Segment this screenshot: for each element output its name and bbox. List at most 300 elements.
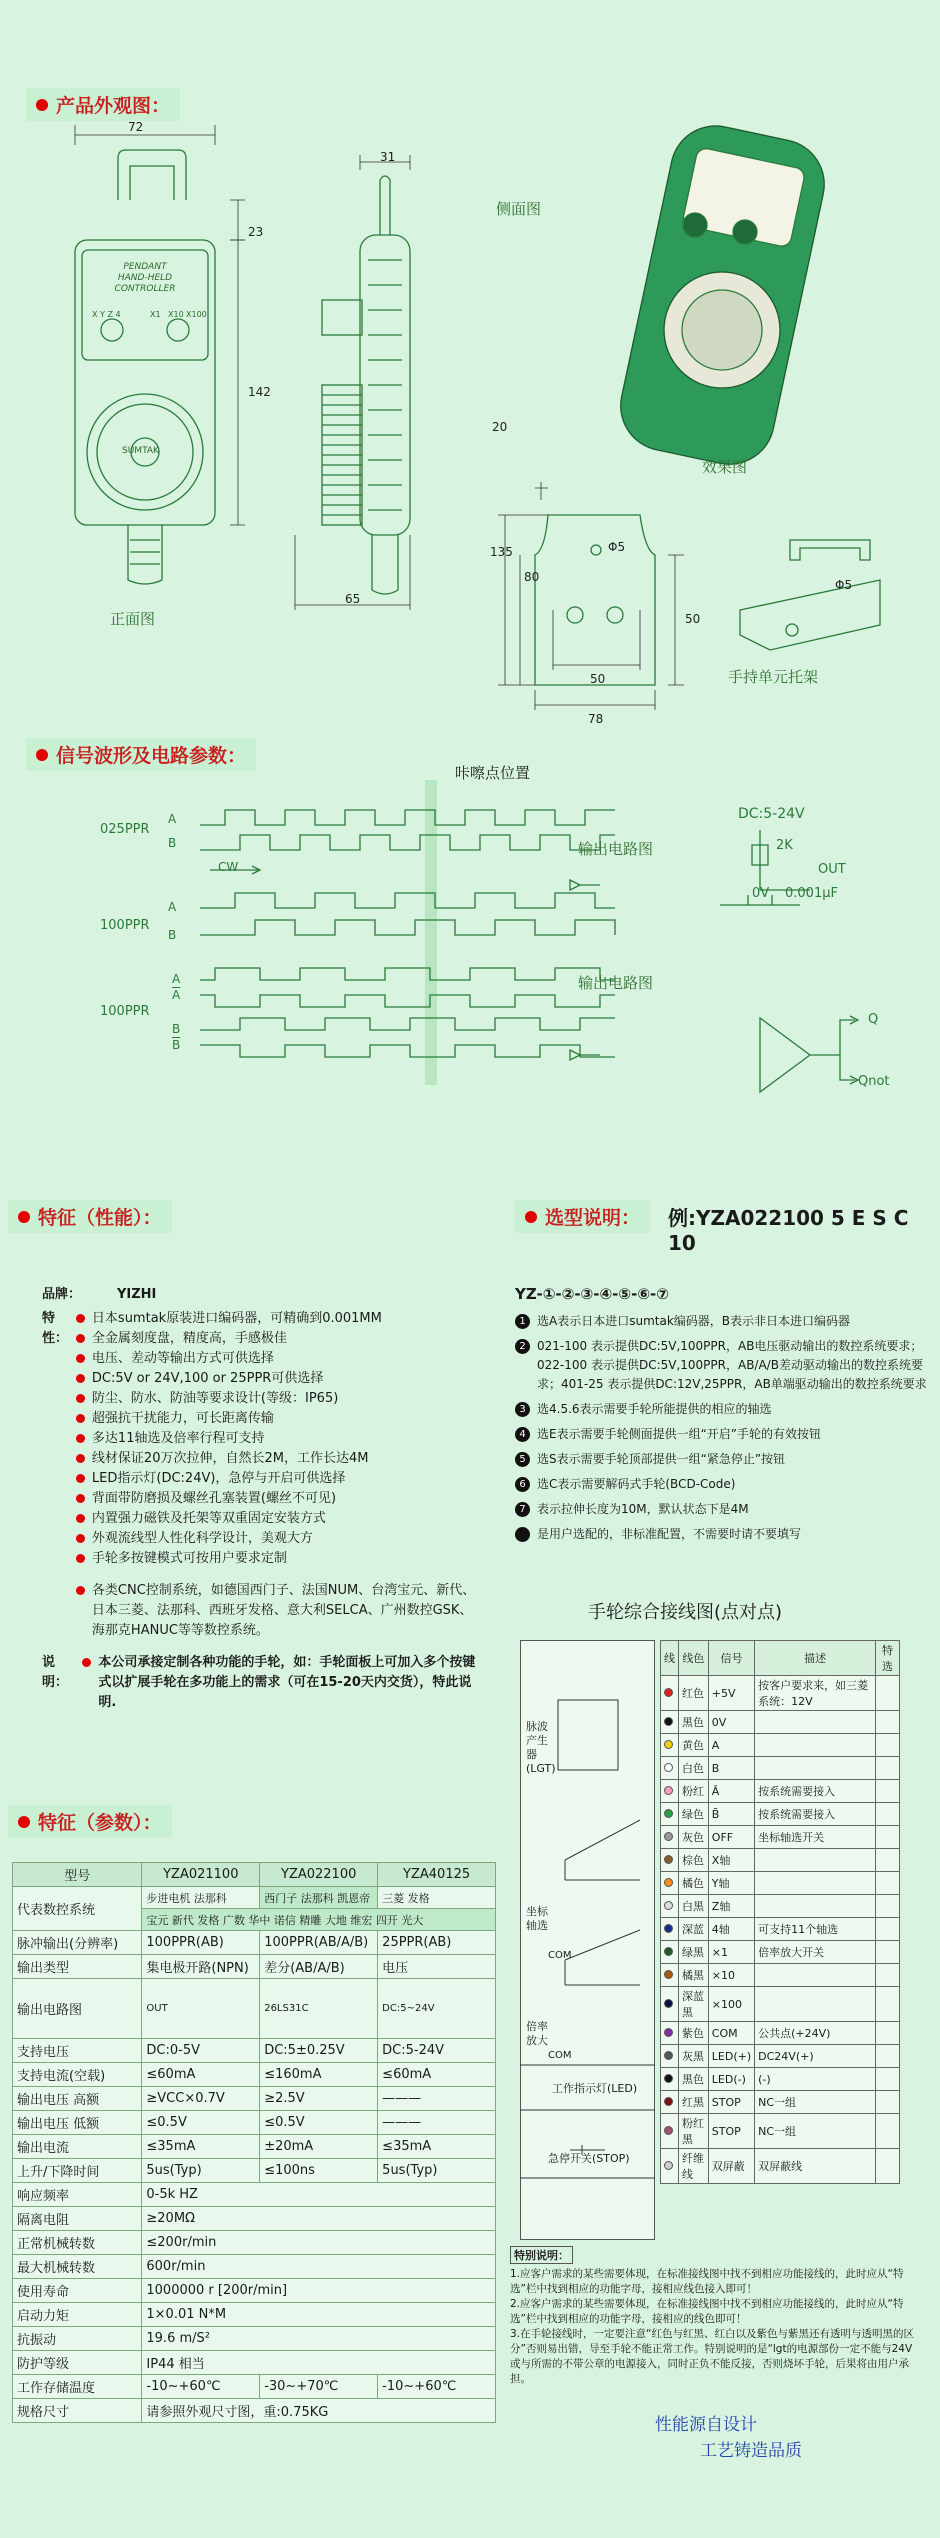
sig-b2: B [168, 928, 177, 942]
circuit-cap: 0.001μF [785, 886, 838, 901]
wire-swatch [661, 1826, 679, 1849]
wire-color-icon [664, 1688, 673, 1697]
wiring-body [661, 1676, 900, 2184]
wire-cell [876, 1757, 900, 1780]
select-text: 选C表示需要解码式手轮(BCD-Code) [537, 1477, 736, 1491]
feature-item: 各类CNC控制系统，如德国西门子、法国NUM、台湾宝元、新代、日本三菱、法那科、西班牙发格、意大利SELCA、广州数控GSK、海那克HANUC等等数控系统。 [74, 1581, 482, 1641]
wire-cell: 倍率放大开关 [755, 1941, 876, 1964]
spec-cell: IP44 相当 [142, 2351, 496, 2375]
spec-row [13, 2231, 496, 2255]
sig-b1: B [168, 836, 177, 850]
feature-item: 多达11轴选及倍率行程可支持 [74, 1429, 482, 1449]
spec-row [13, 1979, 496, 2039]
wire-color-icon [664, 1717, 673, 1726]
wiring-row [661, 1803, 900, 1826]
dim-br-h2: 80 [524, 570, 540, 584]
wire-swatch [661, 1780, 679, 1803]
wiring-row [661, 1849, 900, 1872]
spec-sys-row [13, 1887, 496, 1909]
sys-name: 发格 [407, 1891, 430, 1905]
wiring-row [661, 2091, 900, 2114]
section-title-text: 选型说明： [545, 1207, 641, 1229]
com-label-2: COM [548, 2050, 572, 2061]
select-code: YZ-①-②-③-④-⑤-⑥-⑦ [515, 1285, 669, 1303]
wire-cell: ×100 [708, 1987, 754, 2022]
wire-cell [755, 1711, 876, 1734]
wh-color: 线色 [679, 1641, 709, 1676]
wire-cell [876, 1780, 900, 1803]
section-signal-title [26, 738, 256, 771]
feature-item: 线材保证20万次拉伸，自然长2M，工作长达4M [74, 1449, 482, 1469]
out-circuit-label-1: 输出电路图 [578, 840, 654, 858]
spec-cell: 抗振动 [13, 2327, 142, 2351]
wiring-row [661, 1826, 900, 1849]
wire-cell [876, 1941, 900, 1964]
bracket-label: 手持单元托架 [728, 668, 819, 686]
wire-swatch [661, 1734, 679, 1757]
select-text: 是用户选配的，非标准配置，不需要时请不要填写 [537, 1527, 802, 1541]
wire-cell: 白色 [679, 1757, 709, 1780]
wire-cell: 坐标轴选开关 [755, 1826, 876, 1849]
spec-sys-2 [260, 1887, 378, 1909]
spec-cell: 0-5k HZ [142, 2183, 496, 2207]
wire-cell: 灰黑 [679, 2045, 709, 2068]
wire-cell [876, 2149, 900, 2184]
wire-cell: 橘色 [679, 1872, 709, 1895]
spec-row [13, 2279, 496, 2303]
spec-cell: ±20mA [260, 2135, 378, 2159]
spec-cell: 100PPR(AB) [142, 1931, 260, 1955]
spec-row [13, 2063, 496, 2087]
feature-item: 内置强力磁铁及托架等双重固定安装方式 [74, 1509, 482, 1529]
wiring-row [661, 2068, 900, 2091]
spec-row [13, 2159, 496, 2183]
wire-swatch [661, 1987, 679, 2022]
wiring-note: 3.在手轮接线时，一定要注意“红色与红黑、红白以及紫色与紫黑还有透明与透明黑的区分”否则易出错，导至手轮不能正常工作。特别说明的是“lgt的电源部份一定不能与24V或与所需的不带公章的电源接入，同时正负不能反接，否则烧坏手轮，后果将由用户承担。 [510, 2328, 914, 2385]
spec-row [13, 2111, 496, 2135]
device-text-l3: CONTROLLER [114, 284, 176, 294]
wire-cell: 红色 [679, 1676, 709, 1711]
wire-cell [876, 1964, 900, 1987]
spec-cell: 集电极开路(NPN) [142, 1955, 260, 1979]
wire-swatch [661, 1676, 679, 1711]
section-select-title [515, 1200, 650, 1233]
sig-a3: A [172, 972, 181, 986]
bullet-icon [18, 1816, 30, 1828]
slogan-2: 工艺铸造品质 [700, 2441, 802, 2461]
circuit-0v: 0V [752, 886, 770, 901]
wire-cell: OFF [708, 1826, 754, 1849]
spec-cell: 输出电压 低额 [13, 2111, 142, 2135]
device-text-l2: HAND-HELD [117, 273, 173, 283]
wire-cell: Y轴 [708, 1872, 754, 1895]
wire-swatch [661, 2091, 679, 2114]
brand-key [42, 1285, 117, 1305]
select-item [515, 1525, 935, 1544]
wire-cell [755, 1757, 876, 1780]
wire-cell: B [708, 1757, 754, 1780]
wire-cell [876, 1711, 900, 1734]
wire-swatch [661, 1872, 679, 1895]
wire-cell: STOP [708, 2091, 754, 2114]
wire-cell [876, 1734, 900, 1757]
note-key: 说明： [42, 1655, 69, 1690]
wire-color-icon [664, 2051, 673, 2060]
front-view-label: 正面图 [110, 610, 156, 628]
wire-cell: Ā [708, 1780, 754, 1803]
section-title-text: 产品外观图： [56, 95, 171, 117]
spec-cell: ——— [378, 2087, 496, 2111]
wire-color-icon [664, 1999, 673, 2008]
group-name: 脉波产生器 [526, 1720, 548, 1761]
ppr-100a: 100PPR [100, 918, 150, 933]
spec-cell: 输出电路图 [13, 1979, 142, 2039]
click-position-label: 咔嚓点位置 [455, 764, 531, 782]
device-axis: X Y Z 4 [92, 310, 121, 319]
spec-table [12, 1862, 496, 2423]
wire-cell [876, 2068, 900, 2091]
wire-cell: 0V [708, 1711, 754, 1734]
num-badge: 2 [515, 1339, 530, 1354]
sys-name: 凯恩帝 [337, 1891, 371, 1905]
wire-cell [876, 1918, 900, 1941]
spec-cell: 600r/min [142, 2255, 496, 2279]
wire-color-icon [664, 2161, 673, 2170]
spec-row [13, 2039, 496, 2063]
select-text: 选4.5.6表示需要手轮所能提供的相应的轴选 [537, 1402, 772, 1416]
spec-cell: ≤200r/min [142, 2231, 496, 2255]
select-item [515, 1400, 935, 1419]
spec-cell: ≤100ns [260, 2159, 378, 2183]
spec-cell: 支持电流(空载) [13, 2063, 142, 2087]
circuit-qnot: Qnot [858, 1074, 890, 1089]
wire-cell [876, 1895, 900, 1918]
brand-row [42, 1285, 482, 1305]
wire-swatch [661, 1757, 679, 1780]
spec-sys-key: 代表数控系统 [13, 1887, 142, 1931]
wire-swatch [661, 1803, 679, 1826]
wire-cell: 黑色 [679, 2068, 709, 2091]
wh-line: 线 [661, 1641, 679, 1676]
wiring-row [661, 1872, 900, 1895]
wire-color-icon [664, 2097, 673, 2106]
circuit-out: OUT [818, 862, 846, 877]
wire-cell [876, 1849, 900, 1872]
wire-color-icon [664, 1878, 673, 1887]
wire-swatch [661, 1964, 679, 1987]
wire-cell: 红黑 [679, 2091, 709, 2114]
wire-cell: 黑色 [679, 1711, 709, 1734]
props-row [42, 1309, 482, 1641]
group-sub: (LGT) [526, 1762, 556, 1775]
wiring-row [661, 1895, 900, 1918]
wire-cell: A [708, 1734, 754, 1757]
wire-cell: 双屏蔽线 [755, 2149, 876, 2184]
spec-row [13, 2399, 496, 2423]
select-item [515, 1450, 935, 1469]
wire-cell: 4轴 [708, 1918, 754, 1941]
wire-cell: 纤维线 [679, 2149, 709, 2184]
wiring-row [661, 1757, 900, 1780]
wiring-row [661, 2045, 900, 2068]
wiring-row [661, 2149, 900, 2184]
brand-key-a: 品 [42, 1287, 56, 1302]
out-circuit-label-2: 输出电路图 [578, 974, 654, 992]
wire-color-icon [664, 1786, 673, 1795]
spec-cell: 输出类型 [13, 1955, 142, 1979]
wire-cell: LED(-) [708, 2068, 754, 2091]
device-x10: X10 [168, 310, 184, 319]
wire-swatch [661, 2045, 679, 2068]
device-x1: X1 [150, 310, 161, 319]
wiring-row [661, 1987, 900, 2022]
spec-cell: ≥20MΩ [142, 2207, 496, 2231]
wire-color-icon [664, 2028, 673, 2037]
wire-cell: 按系统需要接入 [755, 1803, 876, 1826]
spec-cell [378, 1979, 496, 2039]
spec-cell: 5us(Typ) [378, 2159, 496, 2183]
sig-abar: $\overline{A}$ [172, 988, 181, 1002]
feature-item: 防尘、防水、防油等要求设计(等级：IP65) [74, 1389, 482, 1409]
wiring-row [661, 1780, 900, 1803]
spec-cell: ≤160mA [260, 2063, 378, 2087]
sys-name: 法那科 [193, 1891, 227, 1905]
wire-cell [876, 1872, 900, 1895]
section-spec-title [8, 1805, 172, 1838]
select-text: 选S表示需要手轮顶部提供一组“紧急停止”按钮 [537, 1452, 786, 1466]
wire-swatch [661, 1941, 679, 1964]
spec-circuit-label: DC:5~24V [382, 2003, 435, 2014]
wire-cell [755, 1987, 876, 2022]
wiring-row [661, 2114, 900, 2149]
spec-cell: 差分(AB/A/B) [260, 1955, 378, 1979]
sys-name: 西门子 [264, 1891, 298, 1905]
spec-cell: 脉冲输出(分辨率) [13, 1931, 142, 1955]
wiring-row [661, 1941, 900, 1964]
spec-cell: 支持电压 [13, 2039, 142, 2063]
num-badge: 3 [515, 1402, 530, 1417]
wiring-note-title: 特别说明： [510, 2246, 573, 2264]
wire-cell [755, 1849, 876, 1872]
wire-swatch [661, 1849, 679, 1872]
note-value: 本公司承接定制各种功能的手轮，如：手轮面板上可加入多个按键式以扩展手轮在多功能上的需求（可在15-20天内交货），特此说明. [80, 1653, 482, 1713]
spec-row [13, 2183, 496, 2207]
select-block [515, 1285, 935, 1544]
wire-color-icon [664, 1901, 673, 1910]
spec-row [13, 2351, 496, 2375]
device-brand: SUMTAK [122, 446, 159, 456]
select-example: 例:YZA022100 5 E S C 10 [668, 1206, 909, 1255]
dim-depth: 31 [380, 150, 396, 164]
wire-color-icon [664, 1740, 673, 1749]
select-text: 选E表示需要手轮侧面提供一组“开启”手轮的有效按钮 [537, 1427, 822, 1441]
wiring-row [661, 1964, 900, 1987]
select-text: 021-100 表示提供DC:5V,100PPR，AB电压驱动输出的数控系统要求；022-100 表示提供DC:5V,100PPR，AB/A/B差动驱动输出的数控系统要求；401-25 表示提供DC:12V,25PPR，AB单端驱动输出的数控系统要求 [537, 1339, 927, 1391]
select-text: 表示拉伸长度为10M，默认状态下是4M [537, 1502, 749, 1516]
bullet-icon [36, 749, 48, 761]
brand-key-b: 牌： [55, 1287, 82, 1302]
spec-row [13, 2207, 496, 2231]
feature-item: 背面带防磨损及螺丝孔塞装置(螺丝不可见) [74, 1489, 482, 1509]
wire-cell: 橘黑 [679, 1964, 709, 1987]
side-view-label: 侧面图 [496, 200, 542, 218]
wire-cell: Z轴 [708, 1895, 754, 1918]
spec-row [13, 1931, 496, 1955]
spec-cell: 输出电压 高额 [13, 2087, 142, 2111]
spec-model-row [13, 1863, 496, 1887]
wire-cell: 灰色 [679, 1826, 709, 1849]
sig-bbar: $\overline{B}$ [172, 1038, 181, 1052]
spec-cell: 电压 [378, 1955, 496, 1979]
spec-cell: 防护等级 [13, 2351, 142, 2375]
wire-color-icon [664, 1832, 673, 1841]
wire-cell: B̄ [708, 1803, 754, 1826]
spec-model: YZA40125 [378, 1863, 496, 1887]
note-row [42, 1653, 482, 1713]
wire-cell: 双屏蔽 [708, 2149, 754, 2184]
wire-color-icon [664, 1924, 673, 1933]
feature-item: 日本sumtak原装进口编码器，可精确到0.001MM [74, 1309, 482, 1329]
wire-cell [755, 1734, 876, 1757]
circuit-q: Q [868, 1012, 879, 1027]
dim-top: 23 [248, 225, 264, 239]
wire-cell: 深蓝黑 [679, 1987, 709, 2022]
appearance-drawing [0, 110, 940, 730]
spec-model: YZA022100 [260, 1863, 378, 1887]
wiring-table-wrap [660, 1640, 900, 2184]
feature-item: 外观流线型人性化科学设计，美观大方 [74, 1529, 482, 1549]
select-item [515, 1475, 935, 1494]
spec-cell: 规格尺寸 [13, 2399, 142, 2423]
circuit-r: 2K [776, 838, 793, 853]
wire-swatch [661, 2022, 679, 2045]
num-badge [515, 1527, 530, 1542]
feature-item: LED指示灯(DC:24V)，急停与开启可供选择 [74, 1469, 482, 1489]
wiring-header-row [661, 1641, 900, 1676]
features-block [42, 1285, 482, 1713]
wiring-row [661, 1918, 900, 1941]
dim-br-w: 20 [492, 420, 508, 434]
spec-cell: 1000000 r [200r/min] [142, 2279, 496, 2303]
spec-row [13, 2303, 496, 2327]
circuit-dc: DC:5-24V [738, 806, 805, 822]
spec-cell: DC:0-5V [142, 2039, 260, 2063]
num-badge: 5 [515, 1452, 530, 1467]
wire-cell [755, 1895, 876, 1918]
wire-color-icon [664, 2126, 673, 2135]
wire-cell [876, 1803, 900, 1826]
wire-color-icon [664, 1855, 673, 1864]
wire-cell: 绿黑 [679, 1941, 709, 1964]
spec-row [13, 2327, 496, 2351]
feature-item: 电压、差动等输出方式可供选择 [74, 1349, 482, 1369]
dim-width: 72 [128, 120, 144, 134]
section-title-text: 特征（参数）： [38, 1812, 162, 1834]
spec-cell: 请参照外观尺寸图，重:0.75KG [142, 2399, 496, 2423]
spec-cell: 隔离电阻 [13, 2207, 142, 2231]
sig-a2: A [168, 900, 177, 914]
spec-cell: ≤60mA [142, 2063, 260, 2087]
wire-cell: LED(+) [708, 2045, 754, 2068]
com-label-1: COM [548, 1950, 572, 1961]
wire-color-icon [664, 1947, 673, 1956]
sys-name: 步进电机 [146, 1891, 191, 1905]
bullet-icon [18, 1211, 30, 1223]
wire-swatch [661, 2149, 679, 2184]
wiring-row [661, 1734, 900, 1757]
sig-a1: A [168, 812, 177, 826]
wire-color-icon [664, 2074, 673, 2083]
wire-cell: 可支持11个轴选 [755, 1918, 876, 1941]
spec-cell: -30~+70℃ [260, 2375, 378, 2399]
wire-cell: 深蓝 [679, 1918, 709, 1941]
sys-name: 三菱 [382, 1891, 405, 1905]
wire-color-icon [664, 1809, 673, 1818]
select-item [515, 1312, 935, 1331]
dim-br-gap: 50 [590, 672, 606, 686]
wire-swatch [661, 2068, 679, 2091]
feature-item: 手轮多按键模式可按用户要求定制 [74, 1549, 482, 1569]
spec-circuit-label: 26LS31C [264, 2003, 309, 2014]
spec-cell: 上升/下降时间 [13, 2159, 142, 2183]
wire-swatch [661, 1918, 679, 1941]
wire-cell: 粉红 [679, 1780, 709, 1803]
spec-circuit-label: OUT [146, 2003, 168, 2014]
bullet-icon [525, 1211, 537, 1223]
spec-row [13, 2087, 496, 2111]
dim-br-hole: Φ5 [608, 540, 626, 554]
wire-cell: 公共点(+24V) [755, 2022, 876, 2045]
wire-cell: ×10 [708, 1964, 754, 1987]
wiring-switch-drawings [520, 1640, 660, 2240]
wire-cell: 绿色 [679, 1803, 709, 1826]
num-badge: 4 [515, 1427, 530, 1442]
sys-name: 法那科 [300, 1891, 334, 1905]
wire-cell: ×1 [708, 1941, 754, 1964]
wiring-title: 手轮综合接线图(点对点) [588, 1602, 783, 1623]
wire-cell: 粉红黑 [679, 2114, 709, 2149]
wiring-row [661, 2022, 900, 2045]
select-item [515, 1500, 935, 1519]
wire-cell: STOP [708, 2114, 754, 2149]
spec-row [13, 2135, 496, 2159]
spec-cell: 最大机械转数 [13, 2255, 142, 2279]
spec-cell: 使用寿命 [13, 2279, 142, 2303]
device-text [95, 262, 195, 295]
wire-cell [876, 1676, 900, 1711]
wiring-note: 1.应客户需求的某些需要体现，在标准接线图中找不到相应功能接线的，此时应从“特选”栏中找到相应的功能字母，接相应线色接入即可！ [510, 2268, 904, 2295]
group-stop: 急停开关(STOP) [548, 2152, 630, 2165]
wire-swatch [661, 1711, 679, 1734]
num-badge: 7 [515, 1502, 530, 1517]
spec-row [13, 2375, 496, 2399]
spec-cell: ≥VCC×0.7V [142, 2087, 260, 2111]
spec-cell: DC:5±0.25V [260, 2039, 378, 2063]
dim-height: 142 [248, 385, 271, 399]
spec-row [13, 1955, 496, 1979]
spec-cell: ≤0.5V [142, 2111, 260, 2135]
spec-row [13, 2255, 496, 2279]
wire-cell [876, 2045, 900, 2068]
slogan-1: 性能源自设计 [655, 2415, 757, 2435]
wire-cell [876, 1987, 900, 2022]
spec-cell: 启动力矩 [13, 2303, 142, 2327]
wh-signal: 信号 [708, 1641, 754, 1676]
group-rate: 倍率放大 [526, 2020, 548, 2047]
spec-cell [260, 1979, 378, 2039]
dim-side-width: 65 [345, 592, 361, 606]
spec-cell: ——— [378, 2111, 496, 2135]
